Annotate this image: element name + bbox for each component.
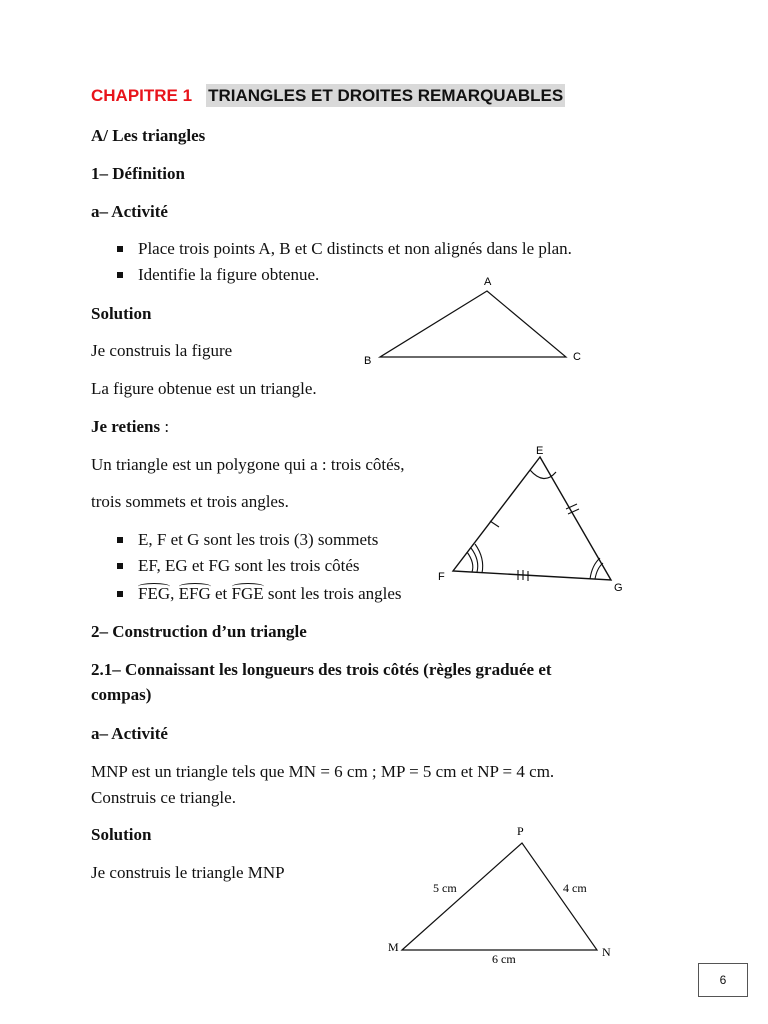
solution-heading: Solution xyxy=(91,304,152,323)
triangle-mnp xyxy=(388,824,611,966)
triangle-mnp-shape xyxy=(402,843,597,950)
retiens-bullet-1: E, F et G sont les trois (3) sommets xyxy=(138,530,379,549)
label-m: M xyxy=(388,940,399,954)
chapter-name: TRIANGLES ET DROITES REMARQUABLES xyxy=(208,86,564,105)
construction-activity-line-1: MNP est un triangle tels que MN = 6 cm ; MP = 5 cm et NP = 4 cm. xyxy=(91,762,555,781)
chapter-number: CHAPITRE 1 xyxy=(91,86,193,105)
retiens-label: Je retiens xyxy=(91,417,161,436)
angle-fge: FGE xyxy=(231,584,264,603)
angle-efg: EFG xyxy=(178,584,211,603)
construction-activity-heading: a– Activité xyxy=(91,724,168,743)
solution-line-2: La figure obtenue est un triangle. xyxy=(91,379,317,398)
angles-suffix: sont les trois angles xyxy=(263,584,402,603)
construction-heading: 2– Construction d’un triangle xyxy=(91,622,307,641)
retiens-line-1: Un triangle est un polygone qui a : trois côtés, xyxy=(91,455,405,474)
angle-sep-1: , xyxy=(170,584,179,603)
label-mp-length: 5 cm xyxy=(433,881,457,895)
label-a: A xyxy=(484,276,492,288)
angle-mark-f-1 xyxy=(467,552,473,572)
definition-heading: 1– Définition xyxy=(91,164,185,183)
label-f: F xyxy=(438,571,445,583)
activity-bullet-2: Identifie la figure obtenue. xyxy=(138,265,320,284)
angle-feg: FEG xyxy=(138,584,171,603)
construction-solution-line: Je construis le triangle MNP xyxy=(91,863,285,882)
label-mn-length: 6 cm xyxy=(492,952,516,966)
activity-heading: a– Activité xyxy=(91,202,168,221)
retiens-bullet-2: EF, EG et FG sont les trois côtés xyxy=(138,556,360,575)
construction-activity-line-2: Construis ce triangle. xyxy=(91,788,236,807)
construction-subheading-line-2: compas) xyxy=(91,685,152,704)
label-c: C xyxy=(573,351,581,363)
tick-ef xyxy=(490,521,499,527)
triangle-abc-shape xyxy=(380,291,566,357)
triangle-abc xyxy=(364,276,581,367)
label-e: E xyxy=(536,445,544,457)
triangle-efg-shape xyxy=(453,457,611,580)
retiens-colon: : xyxy=(160,417,170,436)
retiens-line-2: trois sommets et trois angles. xyxy=(91,492,289,511)
label-b: B xyxy=(364,355,372,367)
triangle-efg xyxy=(438,445,623,594)
solution-line-1: Je construis la figure xyxy=(91,341,233,360)
construction-solution-heading: Solution xyxy=(91,825,152,844)
angle-sep-2: et xyxy=(210,584,232,603)
label-n: N xyxy=(602,945,611,959)
section-a-heading: A/ Les triangles xyxy=(91,126,206,145)
activity-bullet-1: Place trois points A, B et C distincts et non alignés dans le plan. xyxy=(138,239,572,258)
page-number: 6 xyxy=(698,963,748,997)
construction-subheading-line-1: 2.1– Connaissant les longueurs des trois côtés (règles graduée et xyxy=(91,660,552,679)
label-np-length: 4 cm xyxy=(563,881,587,895)
label-g: G xyxy=(614,582,623,594)
label-p: P xyxy=(517,824,524,838)
